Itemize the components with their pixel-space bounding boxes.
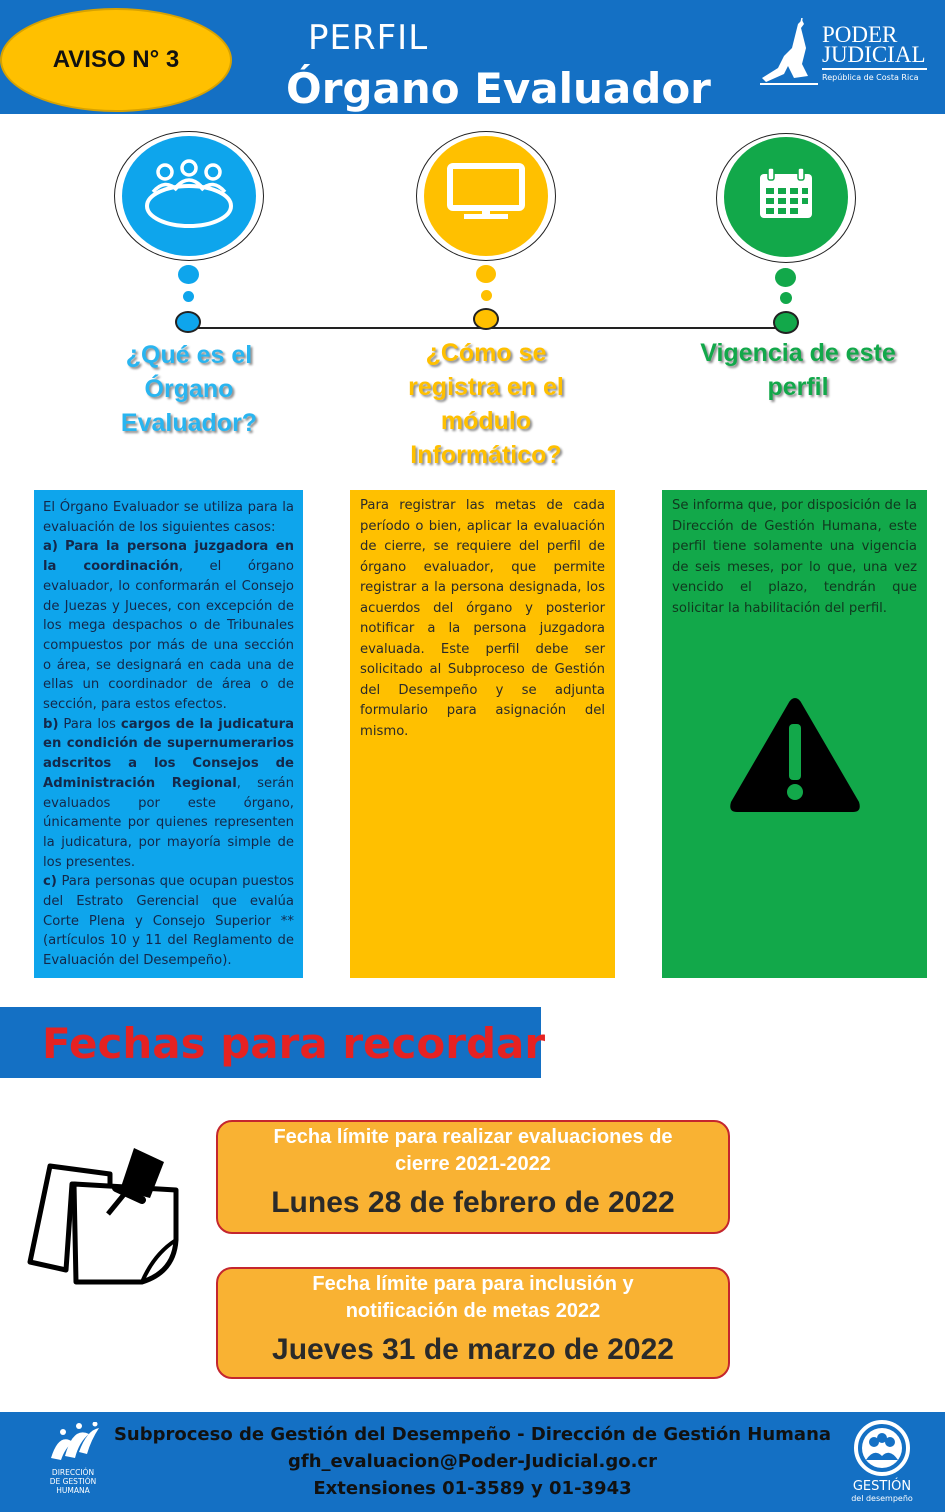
left-logo-line: DE GESTIÓN	[49, 1477, 97, 1486]
timeline-node	[175, 311, 201, 333]
info-box-registro	[350, 490, 615, 978]
deadline-date: Jueves 31 de marzo de 2022	[272, 1333, 674, 1366]
question-2-heading: ¿Cómo se registra en el módulo Informático?	[408, 339, 564, 469]
right-logo-line: del desempeño	[851, 1494, 913, 1503]
team-circle-icon	[852, 1420, 912, 1476]
deadline-label: Fecha límite para para inclusión y notificación de metas 2022	[312, 1273, 634, 1322]
timeline-dot	[775, 268, 796, 287]
footer-extensions: Extensiones 01-3589 y 01-3943	[313, 1478, 632, 1499]
figures-icon	[45, 1422, 101, 1464]
calendar-icon	[758, 168, 814, 220]
footer-line-1: Subproceso de Gestión del Desempeño - Dirección de Gestión Humana	[113, 1424, 832, 1445]
question-3-heading: Vigencia de este perfil	[700, 339, 896, 401]
pinned-notes-icon	[26, 1144, 182, 1288]
meeting-table-icon	[143, 158, 235, 232]
logo-line-1: PODER	[822, 22, 898, 47]
direccion-gestion-humana-logo	[42, 1422, 104, 1502]
info-box-organo	[34, 490, 303, 978]
info-paragraph: b) Para los cargos de la judicatura en condición de supernumerarios adscritos a los Consejos de Administración Regional, serán evaluados por este órgano, únicamente por quienes representen la judicatura, por mayoría simple de los presentes.	[43, 716, 294, 870]
deadline-box-2	[216, 1267, 730, 1379]
timeline-dot	[183, 291, 194, 302]
timeline-dot	[481, 290, 492, 301]
fechas-title: Fechas para recordar	[42, 1019, 546, 1068]
logo-line-3: República de Costa Rica	[822, 73, 919, 82]
statue-icon	[758, 18, 820, 86]
monitor-icon	[446, 163, 526, 221]
info-paragraph: El Órgano Evaluador se utiliza para la evaluación de los siguientes casos:	[43, 500, 294, 535]
right-logo-line: GESTIÓN	[852, 1479, 912, 1494]
info-paragraph: Se informa que, por disposición de la Dirección de Gestión Humana, este perfil tiene solamente una vigencia de seis meses, por lo que, una vez vencido el plazo, tendrán que solicitar la habilitación del perfil.	[672, 498, 917, 616]
left-logo-line: HUMANA	[56, 1486, 90, 1495]
question-1-heading: ¿Qué es el Órgano Evaluador?	[120, 341, 258, 437]
notice-badge	[0, 8, 232, 112]
deadline-date: Lunes 28 de febrero de 2022	[271, 1186, 675, 1219]
deadline-box-1	[216, 1120, 730, 1234]
notice-badge-label: AVISO N° 3	[52, 46, 180, 73]
timeline-dot	[476, 265, 496, 283]
footer-email[interactable]: gfh_evaluacion@Poder-Judicial.go.cr	[288, 1451, 657, 1472]
poder-judicial-logo	[758, 18, 933, 88]
logo-line-2: JUDICIAL	[822, 42, 926, 67]
timeline-dot	[780, 292, 792, 304]
timeline-node	[473, 308, 499, 330]
page-title: Órgano Evaluador	[286, 64, 711, 113]
header-subtitle: PERFIL	[308, 18, 429, 58]
timeline-dot	[178, 265, 199, 284]
warning-icon	[727, 694, 863, 816]
gestion-desempeno-logo	[842, 1420, 922, 1504]
info-paragraph: Para registrar las metas de cada período o bien, aplicar la evaluación de cierre, se requiere del perfil de órgano evaluador, que permite registrar a la persona designada, los acuerdos del órgano y posterior notificar a la persona juzgadora evaluada. Este perfil debe ser solicitado al Subproceso de Gestión del Desempeño y se adjunta formulario para asignación del mismo.	[360, 498, 605, 739]
timeline-node	[773, 311, 799, 334]
info-paragraph: c) Para personas que ocupan puestos del Estrato Gerencial que evalúa Corte Plena y Consejo Superior **(artículos 10 y 11 del Reglamento de Evaluación del Desempeño).	[43, 874, 294, 969]
info-paragraph: a) Para la persona juzgadora en la coordinación, el órgano evaluador, lo conformarán el Consejo de Juezas y Jueces, con excepción de los mega despachos o de Tribunales compuestos por más de una sección o área, se designará en cada una de ellas un coordinador de área o de sección, para estos efectos.	[43, 539, 294, 713]
left-logo-line: DIRECCIÓN	[51, 1468, 95, 1477]
deadline-label: Fecha límite para realizar evaluaciones de cierre 2021-2022	[273, 1126, 673, 1175]
